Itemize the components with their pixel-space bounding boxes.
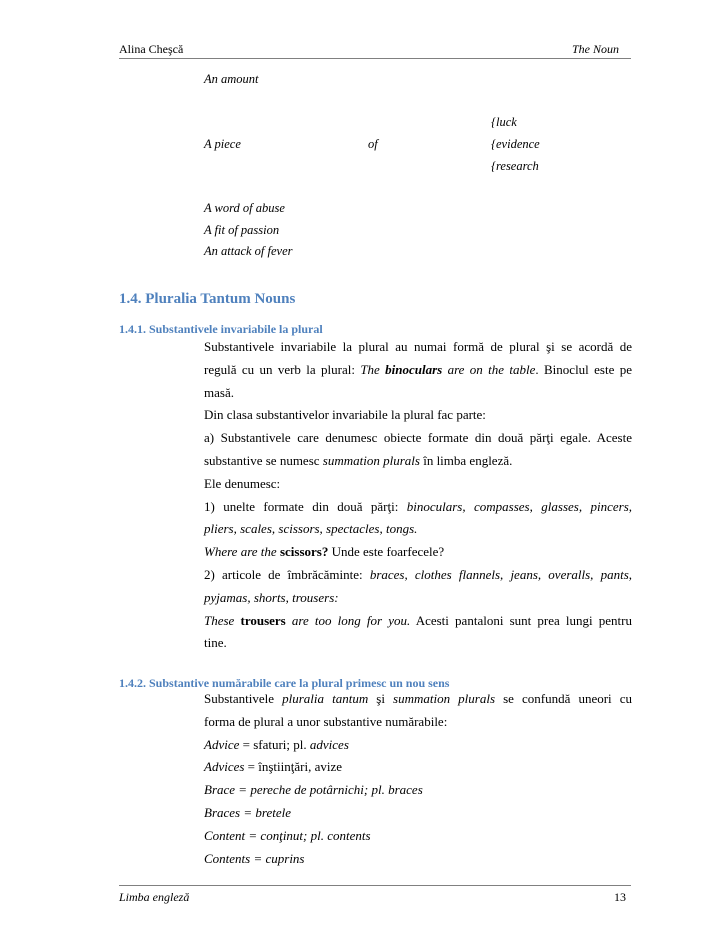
header-rule [119,58,631,59]
example-fever: An attack of fever [204,244,293,258]
brace-item-luck: {luck [491,115,517,129]
section-title: 1.4. Pluralia Tantum Nouns [119,291,296,307]
text-line: Contents = cuprins [204,850,305,866]
brace-item-research: {research [491,159,539,173]
text-line: Where are the scissors? Unde este foarfecele? [204,544,445,560]
header-chapter: The Noun [572,42,620,56]
footer-left: Limba engleză [119,890,190,904]
text-line: Substantivele invariabile la plural au numai formă de plural şi se acordă de [204,339,632,354]
example-of: of [368,137,378,151]
text-line: Brace = pereche de potârnichi; pl. braces [204,782,423,798]
example-piece: A piece [204,137,241,151]
text-line: a) Substantivele care denumesc obiecte formate din două părţi egale. Aceste [204,430,632,446]
text-line: pyjamas, shorts, trousers: [204,589,339,605]
brace-item-evidence: {evidence [491,137,540,151]
text-line: 1) unelte formate din două părţi: binoculars, compasses, glasses, pincers, [204,498,632,514]
subsection-1-body [204,336,632,655]
subsection-1-title: 1.4.1. Substantivele invariabile la plural [119,322,323,336]
text-line: These trousers are too long for you. Acesti pantaloni sunt prea lungi pentru [204,612,632,628]
footer-rule [119,885,631,886]
text-line: Content = conţinut; pl. contents [204,827,371,843]
text-line: forma de plural a unor substantive numărabile: [204,713,448,729]
page-number: 13 [614,890,626,904]
header-author: Alina Cheşcă [119,42,184,56]
text-line: Advice = sfaturi; pl. advices [204,736,349,752]
text-line: Din clasa substantivelor invariabile la plural fac parte: [204,407,486,423]
subsection-2-title: 1.4.2. Substantive numărabile care la plural primesc un nou sens [119,676,450,690]
example-abuse: A word of abuse [204,201,285,215]
text-line: substantive se numesc summation plurals în limba engleză. [204,452,513,468]
subsection-2-body [204,688,632,870]
text-line: Substantivele pluralia tantum şi summation plurals se confundă uneori cu [204,691,633,706]
text-line: pliers, scales, scissors, spectacles, tongs. [204,521,418,537]
text-line: masă. [204,384,234,400]
text-line: regulă cu un verb la plural: The binoculars are on the table. Binoclul este pe [204,361,632,377]
example-passion: A fit of passion [204,223,280,237]
text-line: Advices = înştiinţări, avize [204,759,343,775]
text-line: tine. [204,635,227,651]
text-line: Braces = bretele [204,804,291,820]
text-line: 2) articole de îmbrăcăminte: braces, clothes flannels, jeans, overalls, pants, [204,566,633,582]
example-amount: An amount [204,72,259,86]
text-line: Ele denumesc: [204,475,281,491]
